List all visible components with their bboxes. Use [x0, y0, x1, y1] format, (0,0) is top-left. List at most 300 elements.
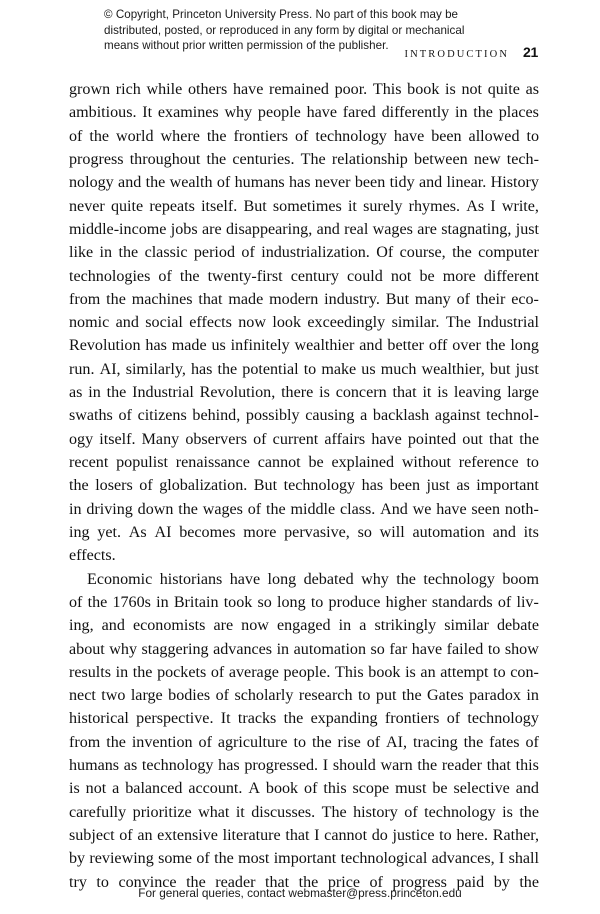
body-word: and: [115, 314, 139, 332]
body-word: the: [519, 803, 539, 821]
body-word: the: [396, 570, 416, 588]
body-word: and: [316, 220, 340, 238]
body-word: price: [327, 873, 360, 891]
chapter-title: INTRODUCTION: [404, 49, 510, 60]
body-word: AI: [154, 523, 172, 541]
page-number: 21: [523, 44, 538, 60]
body-word: infinitely: [230, 337, 290, 355]
body-word: a: [359, 617, 367, 635]
body-line: [69, 125, 539, 148]
body-word: explained: [331, 454, 395, 471]
body-word: repeats: [149, 197, 195, 215]
body-word: could: [347, 267, 383, 285]
body-word: effects: [189, 314, 232, 332]
body-word: And: [380, 500, 408, 518]
body-word: run.: [69, 360, 95, 378]
body-word: of: [216, 174, 231, 192]
body-word: populist: [116, 454, 168, 471]
body-word: extensive: [157, 827, 218, 844]
body-word: social: [145, 314, 183, 332]
body-word: it: [235, 803, 245, 821]
body-word: that: [486, 757, 511, 775]
body-word: put: [375, 687, 397, 705]
body-word: similarly,: [125, 360, 186, 378]
body-word: But: [253, 477, 278, 495]
body-word: of: [118, 407, 132, 425]
body-word: automation: [412, 523, 485, 541]
body-word: potential: [242, 360, 299, 378]
body-word: convince: [118, 873, 177, 891]
body-word: middle-income: [69, 220, 167, 238]
body-word: advances,: [431, 850, 495, 868]
body-word: are: [213, 617, 234, 635]
body-word: centuries.: [232, 150, 295, 168]
body-word: wealthier,: [421, 360, 485, 378]
body-line: [69, 474, 539, 497]
body-word: have: [393, 127, 425, 145]
body-word: and: [118, 174, 142, 192]
body-word: is: [445, 81, 456, 98]
body-word: has: [289, 174, 311, 192]
body-word: of: [304, 780, 318, 798]
body-line: [69, 591, 539, 614]
body-word: there: [281, 384, 314, 402]
body-word: Revolution: [69, 337, 141, 355]
body-word: disappearing,: [225, 220, 313, 238]
body-word: of: [369, 873, 383, 891]
body-word: warn: [380, 757, 413, 775]
body-word: of: [446, 710, 461, 728]
body-word: leaving: [453, 384, 502, 402]
body-word: surely: [363, 197, 403, 215]
body-word: it: [347, 197, 357, 215]
body-word: to: [357, 687, 371, 705]
body-word: produce: [328, 593, 381, 611]
body-word: humans: [69, 757, 120, 775]
body-word: I: [490, 197, 496, 215]
body-word: why: [109, 640, 137, 658]
body-word: the: [89, 127, 110, 145]
body-word: pockets: [157, 663, 207, 681]
body-line: [69, 544, 539, 567]
body-word: much: [380, 360, 417, 378]
body-word: justice: [392, 827, 435, 844]
body-word: now: [238, 314, 266, 332]
body-word: in: [454, 104, 468, 122]
body-word: book: [407, 81, 440, 98]
body-word: exceedingly: [307, 314, 386, 332]
body-word: are: [201, 220, 222, 238]
body-word: examines: [157, 104, 219, 122]
body-word: average: [228, 663, 279, 681]
body-word: is: [437, 384, 448, 402]
body-word: been: [431, 127, 462, 145]
body-word: balanced: [125, 780, 183, 798]
body-word: should: [332, 757, 376, 775]
body-word: to: [303, 360, 317, 378]
body-word: look: [272, 314, 301, 332]
body-line: [69, 101, 539, 124]
body-word: observers: [185, 430, 247, 448]
body-word: swaths: [69, 407, 113, 425]
body-word: debated: [303, 570, 354, 588]
body-word: Industrial: [477, 314, 539, 332]
body-word: is: [319, 384, 330, 402]
body-word: large: [130, 687, 163, 705]
body-word: of: [69, 593, 83, 611]
body-word: technology: [424, 803, 496, 821]
body-word: so: [257, 593, 272, 611]
body-word: in: [99, 244, 113, 262]
body-word: why: [224, 104, 253, 122]
body-word: the: [206, 127, 227, 145]
body-word: humans: [234, 174, 285, 192]
body-word: in: [276, 640, 290, 658]
body-word: others: [187, 81, 228, 98]
body-word: itself.: [99, 430, 136, 448]
body-word: This: [372, 81, 402, 98]
body-word: rich: [115, 81, 141, 98]
body-word: of: [497, 593, 512, 611]
body-word: has: [145, 337, 167, 355]
body-word: far: [389, 640, 408, 658]
body-word: been: [389, 477, 421, 495]
body-word: classic: [144, 244, 188, 262]
body-word: without: [401, 454, 451, 471]
body-word: nology: [69, 174, 114, 192]
body-word: rise: [337, 733, 361, 751]
body-line: [69, 521, 539, 544]
body-word: an: [420, 663, 436, 681]
body-word: tracing: [412, 733, 458, 751]
body-line: [69, 381, 539, 404]
body-word: concern: [335, 384, 387, 402]
body-word: the: [214, 850, 234, 868]
body-word: current: [272, 430, 319, 448]
body-line: [69, 334, 539, 357]
body-line: [69, 847, 539, 870]
body-word: computer: [478, 244, 539, 262]
body-word: It: [142, 104, 153, 122]
body-word: of: [294, 127, 309, 145]
body-word: advances: [213, 640, 273, 658]
body-word: just: [515, 360, 539, 378]
body-word: important: [476, 477, 539, 495]
body-word: never: [69, 197, 105, 215]
body-word: frontiers: [384, 710, 440, 728]
body-word: Gates: [427, 687, 464, 705]
body-word: bodies: [168, 687, 211, 705]
body-word: reference: [458, 454, 519, 471]
body-word: of: [69, 127, 83, 145]
body-word: of: [119, 827, 133, 844]
body-word: between: [414, 150, 468, 168]
body-line: [69, 78, 539, 101]
body-word: industrialization.: [261, 244, 370, 262]
body-word: about: [69, 640, 105, 658]
copyright-line: © Copyright, Princeton University Press. No part of this book may be: [104, 8, 459, 21]
body-word: as: [456, 477, 470, 495]
body-word: long: [277, 593, 306, 611]
body-word: industry.: [324, 290, 380, 308]
body-word: wages: [372, 220, 413, 238]
body-word: out: [462, 430, 483, 448]
body-word: long: [510, 337, 539, 355]
body-word: be: [432, 780, 448, 798]
body-word: recent: [69, 454, 109, 471]
body-word: modern: [269, 290, 319, 308]
body-word: the: [106, 290, 126, 308]
body-word: that: [392, 384, 417, 402]
body-word: the: [463, 733, 484, 751]
body-word: similar.: [391, 314, 440, 332]
body-word: of: [139, 477, 153, 495]
body-word: what: [198, 803, 230, 821]
body-word: class.: [339, 500, 376, 518]
body-word: shall: [508, 850, 539, 868]
body-word: nect: [69, 687, 96, 705]
body-word: automation: [293, 640, 367, 658]
body-line: [69, 498, 539, 521]
body-word: account.: [188, 780, 243, 798]
body-word: this: [515, 757, 539, 775]
body-word: in: [338, 617, 352, 635]
body-word: large: [507, 384, 539, 402]
body-word: AI,: [99, 360, 121, 378]
body-word: while: [146, 81, 183, 98]
body-word: reader: [215, 873, 256, 891]
body-word: linear.: [446, 174, 487, 192]
body-word: Industrial: [132, 384, 194, 402]
body-word: the: [178, 500, 198, 518]
body-word: in: [69, 500, 82, 518]
body-word: their: [475, 290, 506, 308]
body-line: [69, 661, 539, 684]
body-word: the: [473, 104, 493, 122]
body-word: be: [308, 454, 324, 471]
body-word: pointed: [407, 430, 457, 448]
body-word: effects.: [69, 547, 116, 565]
body-word: the: [145, 174, 166, 192]
body-word: wealth: [169, 174, 213, 192]
body-word: But: [243, 197, 267, 215]
body-word: to: [439, 827, 452, 844]
footer-queries: For general queries, contact webmaster@press.princeton.edu: [138, 886, 462, 900]
body-word: ing: [69, 523, 90, 541]
body-word: discusses.: [251, 803, 316, 821]
body-word: allowed: [468, 127, 520, 145]
copyright-line: distributed, posted, or reproduced in any form by digital or mechanical: [104, 23, 465, 37]
body-word: by: [69, 850, 86, 868]
body-line: [69, 707, 539, 730]
body-word: down: [137, 500, 174, 518]
body-word: technol-: [486, 407, 539, 425]
body-word: to: [487, 640, 501, 658]
body-line: [69, 404, 539, 427]
body-word: and: [418, 174, 443, 192]
body-word: the: [186, 873, 206, 891]
body-word: have: [411, 640, 443, 658]
body-word: failed: [446, 640, 484, 658]
body-word: just: [515, 220, 539, 238]
body-word: seen: [471, 500, 501, 518]
body-word: has: [218, 757, 240, 775]
body-word: But: [385, 290, 410, 308]
body-word: technology: [141, 757, 214, 775]
body-word: some: [158, 850, 193, 868]
body-word: is: [502, 803, 513, 821]
body-word: quite: [110, 197, 144, 215]
body-word: Economic: [87, 570, 153, 588]
body-word: are: [417, 220, 437, 238]
body-word: of: [215, 687, 230, 705]
body-word: us: [211, 337, 226, 355]
body-word: of: [525, 733, 539, 751]
body-word: technological: [340, 850, 428, 868]
body-word: two: [101, 687, 126, 705]
body-word: the: [106, 384, 127, 402]
body-word: book: [368, 663, 401, 681]
body-word: historical: [69, 710, 129, 728]
body-word: It: [220, 710, 231, 728]
body-word: scholarly: [234, 687, 294, 705]
body-word: debate: [496, 617, 539, 635]
body-word: it: [422, 384, 432, 402]
body-word: Rather,: [492, 827, 539, 844]
body-word: a: [112, 780, 120, 798]
body-word: citizens: [137, 407, 187, 425]
body-word: subject: [69, 827, 115, 844]
body-line: [69, 638, 539, 661]
body-word: to: [526, 127, 539, 145]
body-word: technology: [467, 710, 539, 728]
body-word: try: [69, 873, 87, 891]
body-word: that: [285, 827, 310, 844]
body-word: invention: [131, 733, 193, 751]
body-word: selective: [453, 780, 510, 798]
body-line: [69, 568, 539, 591]
body-word: noth-: [504, 500, 539, 518]
body-word: As: [466, 197, 485, 215]
body-word: the: [87, 593, 108, 611]
body-word: causing: [305, 407, 355, 425]
body-word: engaged: [276, 617, 331, 635]
body-word: made: [228, 290, 264, 308]
body-word: Revolution,: [199, 384, 276, 402]
body-word: perspective.: [136, 710, 214, 728]
body-word: the: [132, 663, 153, 681]
body-word: middle: [290, 500, 336, 518]
body-word: paid: [456, 873, 485, 891]
body-word: different: [483, 267, 539, 285]
body-word: the: [217, 360, 238, 378]
body-word: important: [273, 850, 337, 868]
body-word: write,: [501, 197, 539, 215]
body-word: remained: [269, 81, 329, 98]
body-word: progressed.: [244, 757, 319, 775]
body-word: that: [264, 873, 290, 891]
body-word: The: [321, 803, 347, 821]
body-word: have: [371, 430, 402, 448]
body-word: stagnating,: [441, 220, 512, 238]
body-word: higher: [385, 593, 427, 611]
body-word: so: [357, 523, 372, 541]
body-word: course,: [399, 244, 446, 262]
body-word: the: [69, 477, 89, 495]
body-word: losers: [95, 477, 133, 495]
body-word: Britain: [173, 593, 219, 611]
body-line: [69, 731, 539, 754]
body-word: wages: [202, 500, 243, 518]
body-word: history: [353, 803, 398, 821]
body-word: just: [426, 477, 450, 495]
body-word: must: [395, 780, 427, 798]
body-word: technology: [315, 127, 387, 145]
body-line: [69, 824, 539, 847]
body-word: new: [473, 150, 501, 168]
body-word: have: [232, 81, 264, 98]
body-word: attempt: [440, 663, 489, 681]
body-word: of: [366, 733, 381, 751]
body-word: the: [298, 873, 319, 891]
body-word: I: [498, 850, 505, 868]
body-word: standards: [431, 593, 493, 611]
body-word: throughout: [129, 150, 201, 168]
body-word: possibly: [245, 407, 300, 425]
body-word: AI,: [386, 733, 408, 751]
body-word: paradox: [469, 687, 521, 705]
body-word: the: [265, 500, 286, 518]
body-word: to: [96, 873, 109, 891]
body-word: historians: [159, 570, 223, 588]
body-word: sometimes: [272, 197, 342, 215]
body-word: cannot: [257, 454, 301, 471]
body-word: have: [306, 104, 337, 122]
body-word: jobs: [170, 220, 198, 238]
body-word: is: [405, 663, 416, 681]
body-line: [69, 241, 539, 264]
body-word: more: [243, 523, 277, 541]
body-word: scope: [352, 780, 390, 798]
body-line: [69, 801, 539, 824]
body-word: The: [300, 150, 326, 168]
body-word: research: [298, 687, 353, 705]
body-word: here.: [456, 827, 489, 844]
body-word: the: [485, 337, 506, 355]
body-word: of: [210, 663, 225, 681]
body-word: off: [428, 337, 448, 355]
body-word: the: [417, 757, 438, 775]
body-word: grown: [69, 81, 111, 98]
body-word: better: [387, 337, 425, 355]
body-word: backlash: [372, 407, 430, 425]
body-word: expanding: [310, 710, 378, 728]
body-word: wealthier: [294, 337, 355, 355]
body-word: fates: [489, 733, 520, 751]
body-word: places: [498, 104, 539, 122]
body-line: [69, 451, 539, 474]
body-line: [69, 218, 539, 241]
body-word: technology: [283, 477, 356, 495]
body-word: economists: [132, 617, 206, 635]
body-word: technologies: [69, 267, 151, 285]
body-word: we: [412, 500, 432, 518]
body-word: differently: [381, 104, 450, 122]
body-word: not: [461, 81, 483, 98]
body-word: progress: [69, 150, 124, 168]
body-word: affairs: [324, 430, 366, 448]
body-word: of: [404, 803, 418, 821]
